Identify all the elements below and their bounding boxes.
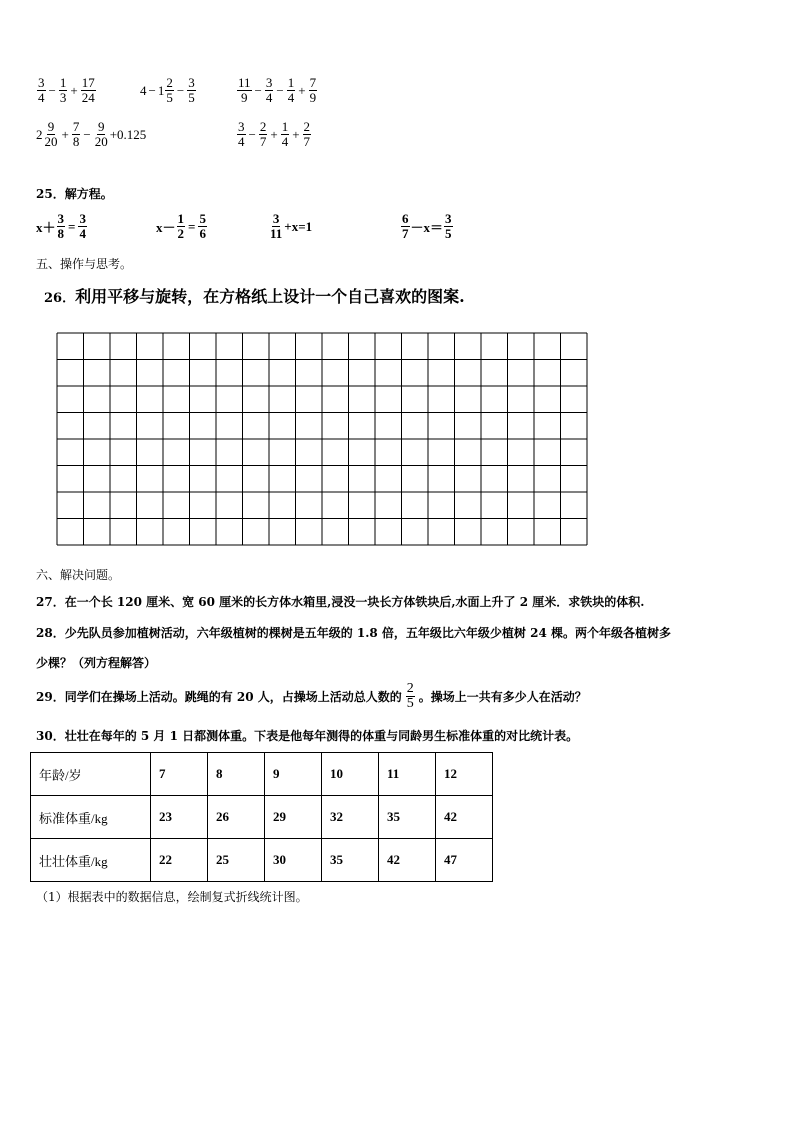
fraction: $\frac{3}{5}$	[445, 211, 452, 241]
equation-3: $\frac{3}{11}$ +x=1	[270, 211, 313, 241]
table-row	[31, 839, 493, 882]
fraction: $\frac{11}{9}$	[238, 75, 251, 105]
fraction: $\frac{7}{9}$	[309, 75, 317, 105]
fraction: $\frac{3}{4}$	[79, 211, 86, 241]
section-6-heading: 六、解决问题。	[36, 568, 121, 582]
fraction: $\frac{1}{2}$	[177, 211, 185, 241]
fraction: $\frac{2}{5}$	[166, 75, 173, 105]
fraction: $\frac{2}{5}$	[406, 681, 414, 711]
equation-1: x＋ $\frac{3}{8}$ = $\frac{3}{4}$	[36, 211, 86, 241]
table-cell: 29	[265, 796, 322, 839]
table-cell: 7	[151, 753, 208, 796]
fraction: $\frac{1}{4}$	[287, 75, 295, 105]
question-26-text: 利用平移与旋转，在方格纸上设计一个自己喜欢的图案.	[75, 287, 465, 306]
table-cell: 30	[265, 839, 322, 882]
table-cell: 35	[322, 839, 379, 882]
question-30-subquestion-1: （1）根据表中的数据信息，绘制复式折线统计图。	[36, 890, 308, 904]
question-27: 27．在一个长 120 厘米、宽 60 厘米的长方体水箱里,浸没一块长方体铁块后,水面上升了 2 厘米．求铁块的体积.	[36, 595, 645, 609]
question-25-title: 25．解方程。	[36, 187, 113, 201]
question-26	[44, 284, 465, 307]
fraction: $\frac{3}{4}$	[238, 119, 245, 149]
fraction: $\frac{3}{11}$	[270, 211, 283, 241]
calc-expression-3: $\frac{11}{9}$ − $\frac{3}{4}$ − $\frac{1}{4}$ + $\frac{7}{9}$	[238, 75, 317, 105]
table-cell: 47	[436, 839, 493, 882]
table-cell: 26	[208, 796, 265, 839]
question-28-line-2: 少棵？（列方程解答）	[36, 656, 157, 670]
grid-paper[interactable]	[56, 332, 588, 546]
section-5-heading: 五、操作与思考。	[36, 257, 133, 271]
fraction: $\frac{1}{3}$	[59, 75, 67, 105]
fraction: $\frac{7}{8}$	[72, 119, 80, 149]
table-cell: 9	[265, 753, 322, 796]
table-cell: 11	[379, 753, 436, 796]
table-cell: 35	[379, 796, 436, 839]
row-header: 年龄/岁	[31, 753, 151, 796]
table-cell: 23	[151, 796, 208, 839]
equation-2: x－ $\frac{1}{2}$ = $\frac{5}{6}$	[156, 211, 206, 241]
table-cell: 10	[322, 753, 379, 796]
table-cell: 42	[379, 839, 436, 882]
calc-expression-2: 4 − 1 $\frac{2}{5}$ − $\frac{3}{5}$	[140, 75, 195, 105]
fraction: $\frac{17}{24}$	[81, 75, 95, 105]
fraction: $\frac{5}{6}$	[199, 211, 206, 241]
fraction: $\frac{9}{20}$	[44, 119, 58, 149]
fraction: $\frac{3}{8}$	[57, 211, 65, 241]
table-cell: 32	[322, 796, 379, 839]
row-header: 壮壮体重/kg	[31, 839, 151, 882]
question-28-line-1: 28．少先队员参加植树活动，六年级植树的棵树是五年级的 1.8 倍，五年级比六年级少植树 24 棵。两个年级各植树多	[36, 626, 671, 640]
fraction: $\frac{6}{7}$	[402, 211, 409, 241]
table-row	[31, 753, 493, 796]
fraction: $\frac{2}{7}$	[259, 119, 267, 149]
fraction: $\frac{2}{7}$	[303, 119, 311, 149]
question-29: 29．同学们在操场上活动。跳绳的有 20 人，占操场上活动总人数的 $\frac{2}{5}$ 。操场上一共有多少人在活动？	[36, 681, 587, 711]
table-cell: 42	[436, 796, 493, 839]
table-cell: 12	[436, 753, 493, 796]
calc-expression-4: 2 $\frac{9}{20}$ + $\frac{7}{8}$ − $\frac{9}{20}$ +0.125	[36, 119, 147, 149]
fraction: $\frac{3}{5}$	[188, 75, 195, 105]
calc-expression-5: $\frac{3}{4}$ − $\frac{2}{7}$ + $\frac{1}{4}$ + $\frac{2}{7}$	[238, 119, 311, 149]
question-26-number: 26．	[44, 291, 76, 306]
fraction: $\frac{9}{20}$	[94, 119, 108, 149]
fraction: $\frac{3}{4}$	[265, 75, 273, 105]
table-cell: 8	[208, 753, 265, 796]
weight-comparison-table	[30, 752, 493, 882]
table-cell: 22	[151, 839, 208, 882]
fraction: $\frac{3}{4}$	[38, 75, 45, 105]
table-row	[31, 796, 493, 839]
question-30-intro: 30．壮壮在每年的 5 月 1 日都测体重。下表是他每年测得的体重与同龄男生标准体重的对比统计表。	[36, 729, 579, 743]
table-cell: 25	[208, 839, 265, 882]
row-header: 标准体重/kg	[31, 796, 151, 839]
calc-expression-1: $\frac{3}{4}$ − $\frac{1}{3}$ + $\frac{17}{24}$	[38, 75, 95, 105]
equation-4: $\frac{6}{7}$ －x＝ $\frac{3}{5}$	[402, 211, 452, 241]
fraction: $\frac{1}{4}$	[281, 119, 289, 149]
